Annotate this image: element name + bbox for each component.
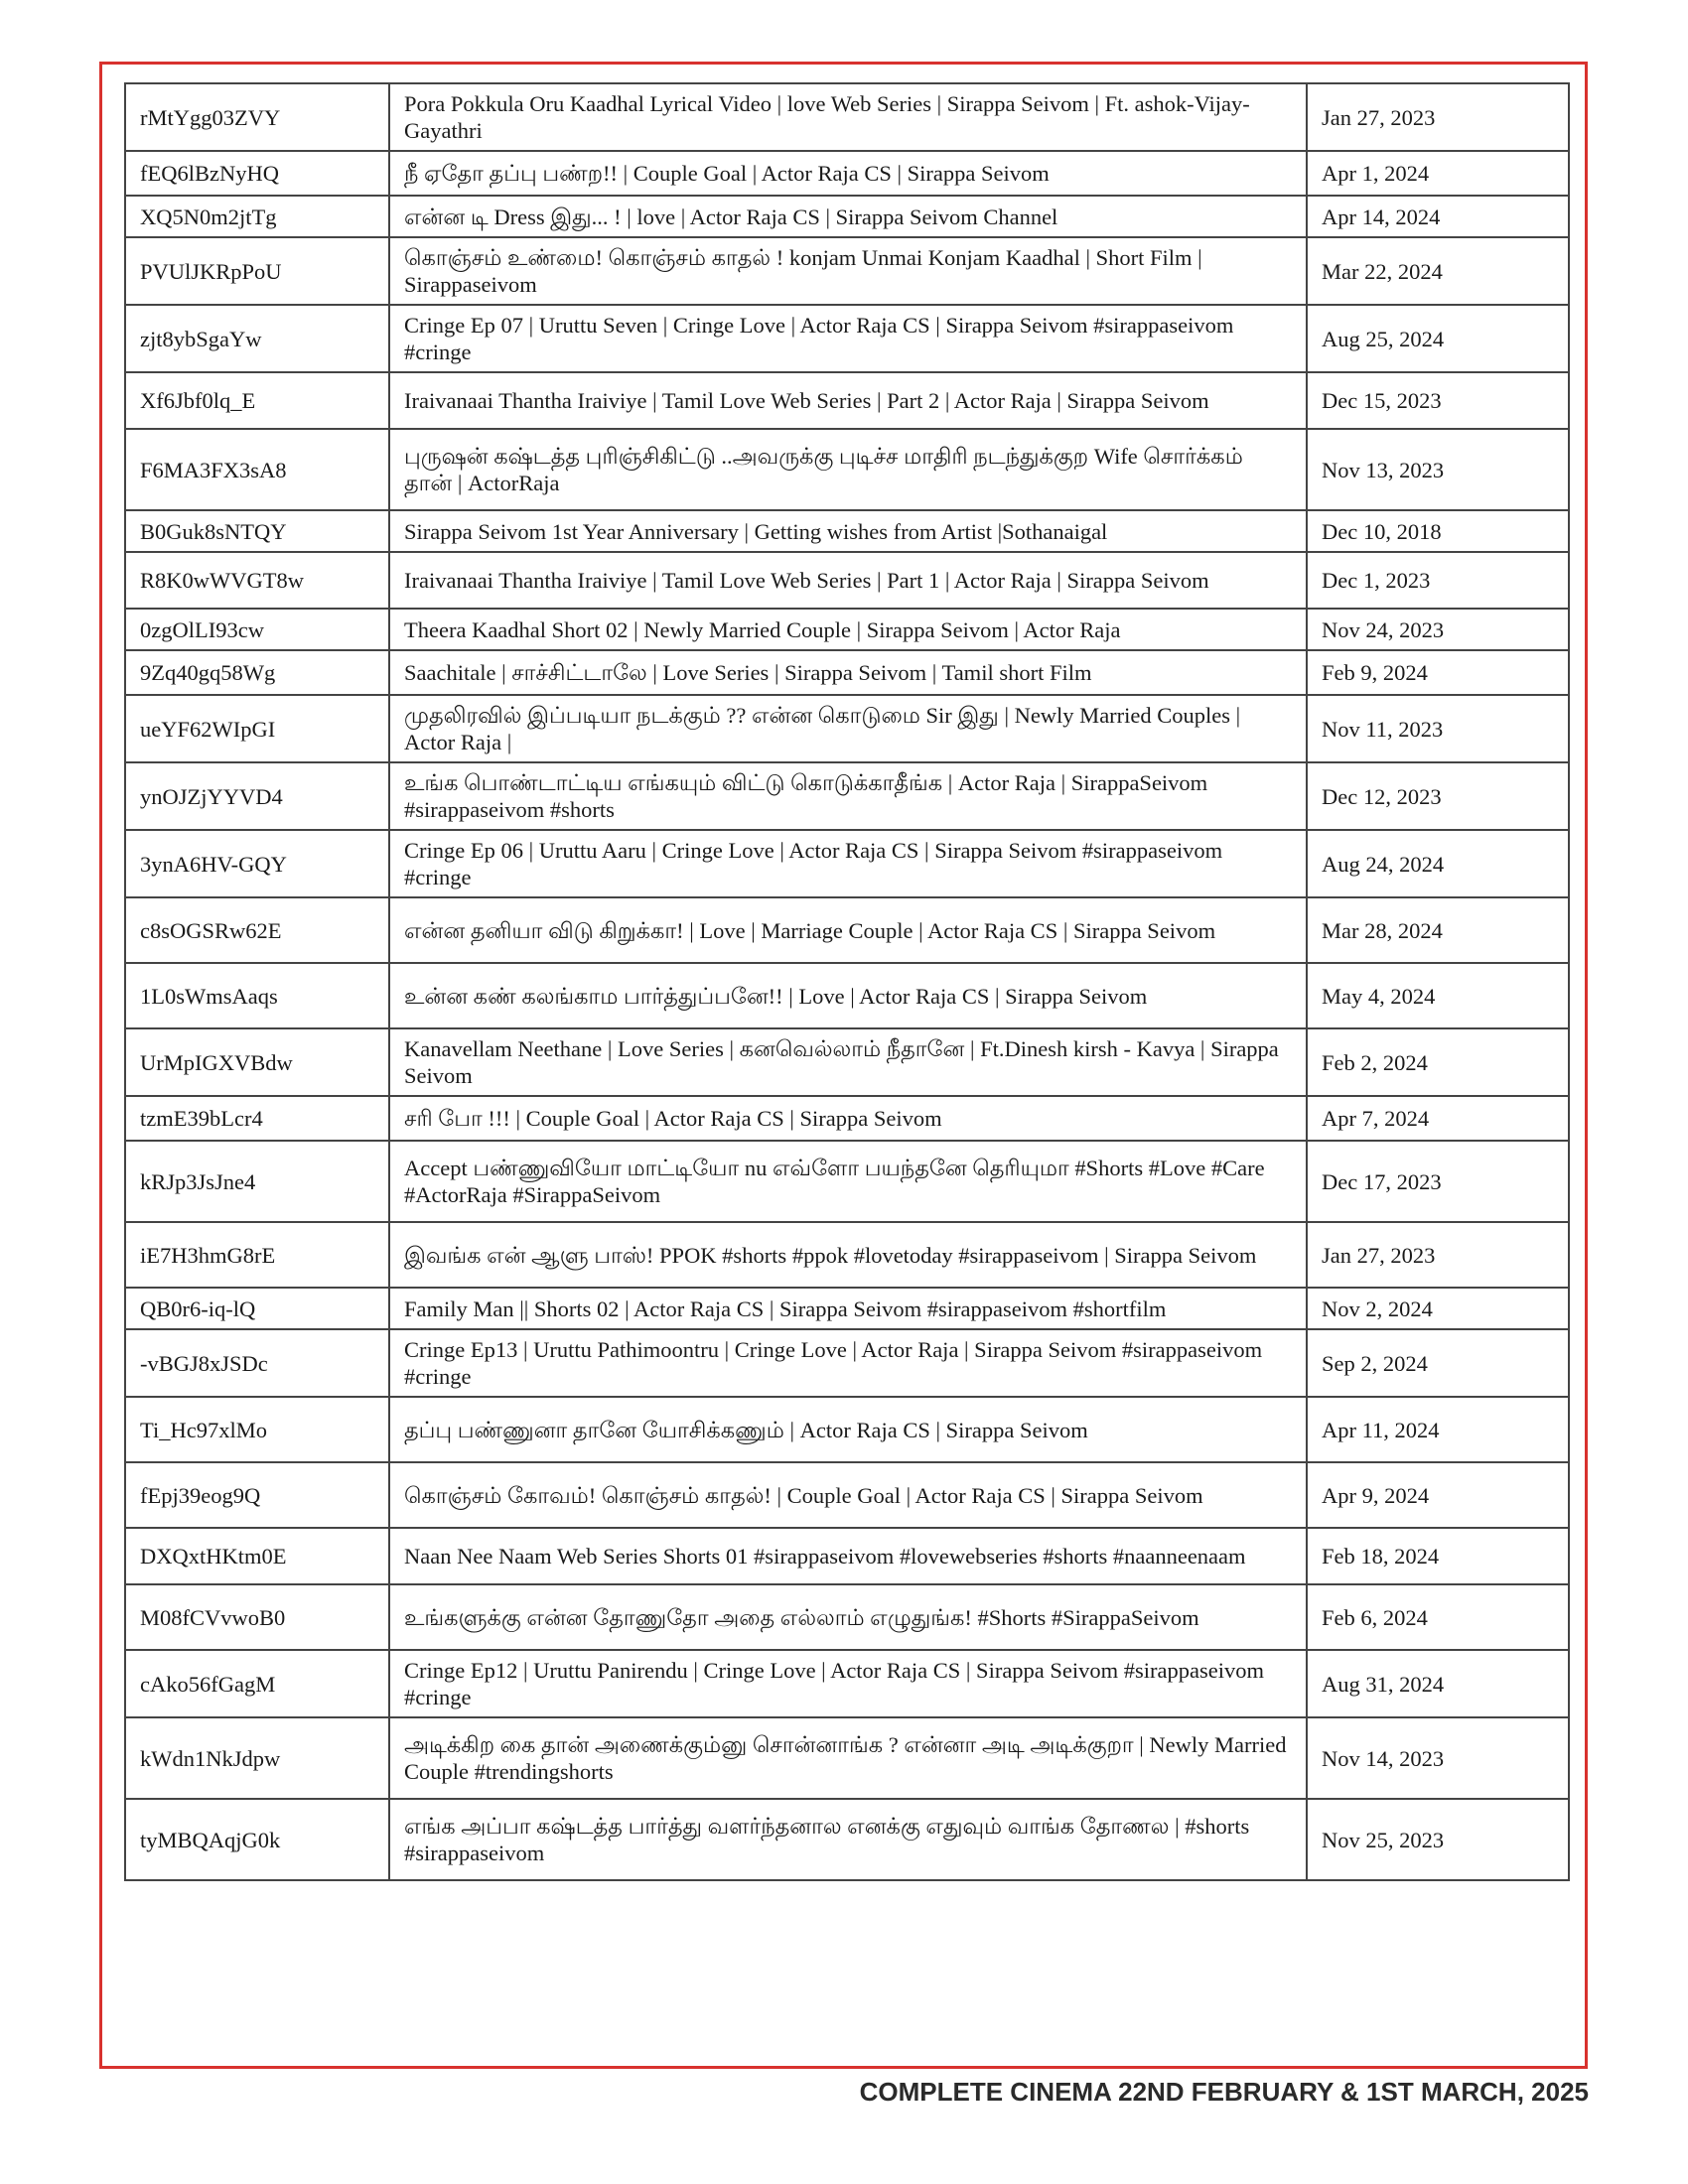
video-id-cell: rMtYgg03ZVY [125, 83, 389, 151]
table-row [125, 1288, 1569, 1329]
video-title-cell: சரி போ !!! | Couple Goal | Actor Raja CS | Sirappa Seivom [389, 1096, 1307, 1141]
video-title-cell: Family Man || Shorts 02 | Actor Raja CS | Sirappa Seivom #sirappaseivom #shortfilm [389, 1288, 1307, 1329]
table-row [125, 151, 1569, 196]
video-id-cell: cAko56fGagM [125, 1650, 389, 1717]
table-row [125, 963, 1569, 1028]
table-row [125, 1650, 1569, 1717]
video-title-cell: Cringe Ep 06 | Uruttu Aaru | Cringe Love | Actor Raja CS | Sirappa Seivom #sirappaseivom #cringe [389, 830, 1307, 897]
video-title-cell: Pora Pokkula Oru Kaadhal Lyrical Video | love Web Series | Sirappa Seivom | Ft. ashok-Vijay-Gayathri [389, 83, 1307, 151]
video-title-cell: தப்பு பண்ணுனா தானே யோசிக்கணும் | Actor Raja CS | Sirappa Seivom [389, 1397, 1307, 1462]
table-row [125, 372, 1569, 429]
video-id-cell: iE7H3hmG8rE [125, 1222, 389, 1288]
video-id-cell: R8K0wWVGT8w [125, 552, 389, 609]
video-id-cell: tzmE39bLcr4 [125, 1096, 389, 1141]
table-row [125, 552, 1569, 609]
video-date-cell: Sep 2, 2024 [1307, 1329, 1569, 1397]
table-row [125, 1222, 1569, 1288]
video-date-cell: Nov 24, 2023 [1307, 609, 1569, 650]
video-id-cell: QB0r6-iq-lQ [125, 1288, 389, 1329]
video-title-cell: கொஞ்சம் கோவம்! கொஞ்சம் காதல்! | Couple Goal | Actor Raja CS | Sirappa Seivom [389, 1462, 1307, 1528]
table-row [125, 897, 1569, 963]
video-title-cell: உங்களுக்கு என்ன தோணுதோ அதை எல்லாம் எழுதுங்க! #Shorts #SirappaSeivom [389, 1584, 1307, 1650]
video-date-cell: May 4, 2024 [1307, 963, 1569, 1028]
video-date-cell: Feb 2, 2024 [1307, 1028, 1569, 1096]
video-date-cell: Dec 10, 2018 [1307, 510, 1569, 552]
table-row [125, 1799, 1569, 1880]
table-row [125, 762, 1569, 830]
table-row [125, 1584, 1569, 1650]
table-row [125, 830, 1569, 897]
video-title-cell: புருஷன் கஷ்டத்த புரிஞ்சிகிட்டு ..அவருக்கு புடிச்ச மாதிரி நடந்துக்குற Wife சொர்க்கம் தான் | ActorRaja [389, 429, 1307, 510]
table-row [125, 305, 1569, 372]
video-date-cell: Jan 27, 2023 [1307, 1222, 1569, 1288]
video-title-cell: உன்ன கண் கலங்காம பார்த்துப்பனே!! | Love | Actor Raja CS | Sirappa Seivom [389, 963, 1307, 1028]
video-title-cell: என்ன தனியா விடு கிறுக்கா! | Love | Marriage Couple | Actor Raja CS | Sirappa Seivom [389, 897, 1307, 963]
video-id-cell: 0zgOlLI93cw [125, 609, 389, 650]
video-title-cell: Cringe Ep12 | Uruttu Panirendu | Cringe Love | Actor Raja CS | Sirappa Seivom #sirappaseivom #cringe [389, 1650, 1307, 1717]
video-date-cell: Apr 9, 2024 [1307, 1462, 1569, 1528]
video-id-cell: 1L0sWmsAaqs [125, 963, 389, 1028]
page-footer: COMPLETE CINEMA 22ND FEBRUARY & 1ST MARCH, 2025 [859, 2077, 1589, 2107]
video-id-cell: tyMBQAqjG0k [125, 1799, 389, 1880]
video-date-cell: Apr 7, 2024 [1307, 1096, 1569, 1141]
video-id-cell: ynOJZjYYVD4 [125, 762, 389, 830]
table-row [125, 609, 1569, 650]
table-row [125, 1329, 1569, 1397]
table-row [125, 1397, 1569, 1462]
video-table-body [125, 83, 1569, 1880]
video-date-cell: Mar 28, 2024 [1307, 897, 1569, 963]
video-date-cell: Feb 9, 2024 [1307, 650, 1569, 695]
video-id-cell: kWdn1NkJdpw [125, 1717, 389, 1799]
table-row [125, 510, 1569, 552]
video-id-cell: kRJp3JsJne4 [125, 1141, 389, 1222]
video-id-cell: F6MA3FX3sA8 [125, 429, 389, 510]
table-row [125, 237, 1569, 305]
video-id-cell: M08fCVvwoB0 [125, 1584, 389, 1650]
video-id-cell: XQ5N0m2jtTg [125, 196, 389, 237]
video-title-cell: Iraivanaai Thantha Iraiviye | Tamil Love Web Series | Part 2 | Actor Raja | Sirappa Seivom [389, 372, 1307, 429]
video-title-cell: Kanavellam Neethane | Love Series | கனவெல்லாம் நீதானே | Ft.Dinesh kirsh - Kavya | Sirappa Seivom [389, 1028, 1307, 1096]
video-id-cell: 9Zq40gq58Wg [125, 650, 389, 695]
video-title-cell: Cringe Ep 07 | Uruttu Seven | Cringe Love | Actor Raja CS | Sirappa Seivom #sirappaseivom #cringe [389, 305, 1307, 372]
video-date-cell: Feb 18, 2024 [1307, 1528, 1569, 1584]
video-id-cell: PVUlJKRpPoU [125, 237, 389, 305]
video-date-cell: Nov 25, 2023 [1307, 1799, 1569, 1880]
video-date-cell: Aug 31, 2024 [1307, 1650, 1569, 1717]
video-title-cell: நீ ஏதோ தப்பு பண்ற!! | Couple Goal | Actor Raja CS | Sirappa Seivom [389, 151, 1307, 196]
video-id-cell: fEpj39eog9Q [125, 1462, 389, 1528]
video-id-cell: fEQ6lBzNyHQ [125, 151, 389, 196]
video-id-cell: Xf6Jbf0lq_E [125, 372, 389, 429]
video-title-cell: உங்க பொண்டாட்டிய எங்கயும் விட்டு கொடுக்காதீங்க | Actor Raja | SirappaSeivom #sirappaseivom #shorts [389, 762, 1307, 830]
video-id-cell: B0Guk8sNTQY [125, 510, 389, 552]
video-date-cell: Nov 2, 2024 [1307, 1288, 1569, 1329]
table-row [125, 1028, 1569, 1096]
video-title-cell: Accept பண்ணுவியோ மாட்டியோ nu எவ்ளோ பயந்தனே தெரியுமா #Shorts #Love #Care #ActorRaja #SirappaSeivom [389, 1141, 1307, 1222]
video-date-cell: Mar 22, 2024 [1307, 237, 1569, 305]
video-title-cell: Cringe Ep13 | Uruttu Pathimoontru | Cringe Love | Actor Raja | Sirappa Seivom #sirappaseivom #cringe [389, 1329, 1307, 1397]
video-date-cell: Jan 27, 2023 [1307, 83, 1569, 151]
video-title-cell: Naan Nee Naam Web Series Shorts 01 #sirappaseivom #lovewebseries #shorts #naanneenaam [389, 1528, 1307, 1584]
video-date-cell: Dec 1, 2023 [1307, 552, 1569, 609]
table-row [125, 650, 1569, 695]
video-date-cell: Aug 24, 2024 [1307, 830, 1569, 897]
video-title-cell: கொஞ்சம் உண்மை! கொஞ்சம் காதல் ! konjam Unmai Konjam Kaadhal | Short Film | Sirappaseivom [389, 237, 1307, 305]
video-id-cell: -vBGJ8xJSDc [125, 1329, 389, 1397]
video-id-cell: zjt8ybSgaYw [125, 305, 389, 372]
video-title-cell: Theera Kaadhal Short 02 | Newly Married Couple | Sirappa Seivom | Actor Raja [389, 609, 1307, 650]
table-row [125, 1096, 1569, 1141]
video-date-cell: Dec 17, 2023 [1307, 1141, 1569, 1222]
table-row [125, 1528, 1569, 1584]
page-frame [99, 62, 1588, 2069]
video-id-cell: c8sOGSRw62E [125, 897, 389, 963]
video-title-cell: எங்க அப்பா கஷ்டத்த பார்த்து வளர்ந்தனால எனக்கு எதுவும் வாங்க தோணல | #shorts #sirappaseivom [389, 1799, 1307, 1880]
table-row [125, 1717, 1569, 1799]
video-id-cell: ueYF62WIpGI [125, 695, 389, 762]
video-id-cell: 3ynA6HV-GQY [125, 830, 389, 897]
table-row [125, 83, 1569, 151]
table-row [125, 1462, 1569, 1528]
video-id-cell: DXQxtHKtm0E [125, 1528, 389, 1584]
video-date-cell: Nov 11, 2023 [1307, 695, 1569, 762]
table-row [125, 429, 1569, 510]
table-row [125, 1141, 1569, 1222]
video-id-cell: UrMpIGXVBdw [125, 1028, 389, 1096]
video-date-cell: Apr 11, 2024 [1307, 1397, 1569, 1462]
video-date-cell: Feb 6, 2024 [1307, 1584, 1569, 1650]
table-row [125, 196, 1569, 237]
video-date-cell: Apr 1, 2024 [1307, 151, 1569, 196]
video-id-cell: Ti_Hc97xlMo [125, 1397, 389, 1462]
video-title-cell: அடிக்கிற கை தான் அணைக்கும்னு சொன்னாங்க ? என்னா அடி அடிக்குறா | Newly Married Couple #trendingshorts [389, 1717, 1307, 1799]
video-date-cell: Aug 25, 2024 [1307, 305, 1569, 372]
video-title-cell: Iraivanaai Thantha Iraiviye | Tamil Love Web Series | Part 1 | Actor Raja | Sirappa Seivom [389, 552, 1307, 609]
video-title-cell: Saachitale | சாச்சிட்டாலே | Love Series | Sirappa Seivom | Tamil short Film [389, 650, 1307, 695]
table-row [125, 695, 1569, 762]
video-title-cell: இவங்க என் ஆளு பாஸ்! PPOK #shorts #ppok #lovetoday #sirappaseivom | Sirappa Seivom [389, 1222, 1307, 1288]
video-table [124, 82, 1570, 1881]
video-title-cell: முதலிரவில் இப்படியா நடக்கும் ?? என்ன கொடுமை Sir இது | Newly Married Couples | Actor Raja | [389, 695, 1307, 762]
video-date-cell: Nov 13, 2023 [1307, 429, 1569, 510]
video-date-cell: Dec 12, 2023 [1307, 762, 1569, 830]
video-title-cell: Sirappa Seivom 1st Year Anniversary | Getting wishes from Artist |Sothanaigal [389, 510, 1307, 552]
video-title-cell: என்ன டி Dress இது... ! | love | Actor Raja CS | Sirappa Seivom Channel [389, 196, 1307, 237]
video-date-cell: Apr 14, 2024 [1307, 196, 1569, 237]
video-date-cell: Dec 15, 2023 [1307, 372, 1569, 429]
video-date-cell: Nov 14, 2023 [1307, 1717, 1569, 1799]
